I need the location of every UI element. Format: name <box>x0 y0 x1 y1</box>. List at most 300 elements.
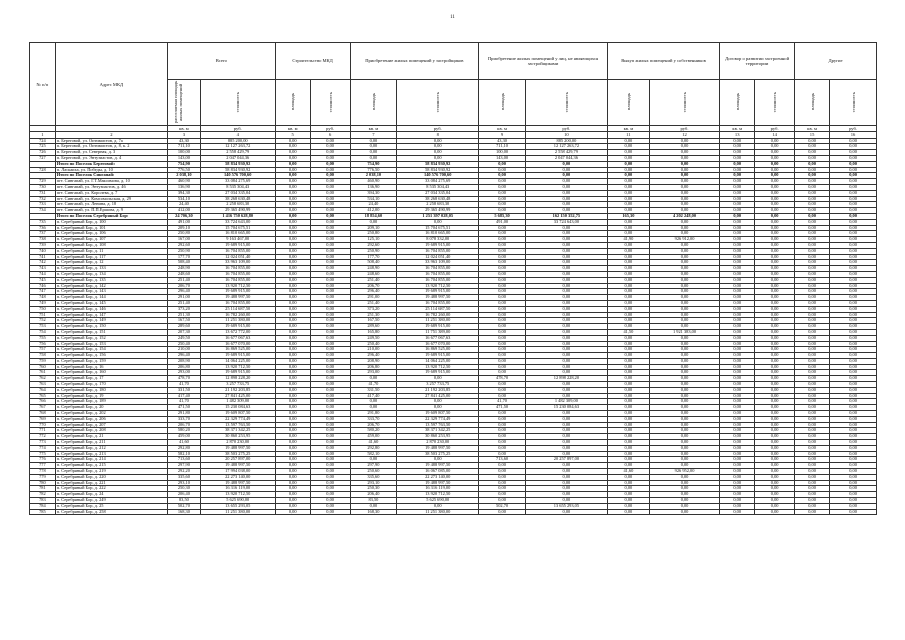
value-cell: 0,00 <box>607 324 649 330</box>
value-cell: 0,00 <box>525 202 607 208</box>
value-cell: 0,00 <box>607 364 649 370</box>
value-cell: 0,00 <box>479 289 526 295</box>
value-cell: 491,00 <box>168 219 201 225</box>
value-cell: 0,00 <box>275 474 310 480</box>
row-number: 746 <box>30 283 56 289</box>
value-cell: 0,00 <box>525 248 607 254</box>
value-cell: 19 689 915,00 <box>200 353 275 359</box>
value-cell: 0,00 <box>795 271 830 277</box>
value-cell: 16 704 855,00 <box>200 277 275 283</box>
value-cell: 0,00 <box>275 184 310 190</box>
value-cell: 0,00 <box>479 167 526 173</box>
address-cell: п. Серебряный Бор, д. 258 <box>55 509 167 515</box>
value-cell: 0,00 <box>310 335 350 341</box>
value-cell: 0,00 <box>720 341 755 347</box>
address-cell: п. Серебряный Бор, д. 212 <box>55 445 167 451</box>
value-cell: 0,00 <box>755 283 795 289</box>
value-cell: 0,00 <box>275 179 310 185</box>
column-number: 2 <box>55 132 167 138</box>
value-cell: 0,00 <box>649 219 719 225</box>
value-cell: 0,00 <box>607 422 649 428</box>
value-cell: 0,00 <box>310 248 350 254</box>
value-cell: 0,00 <box>607 353 649 359</box>
value-cell: 0,00 <box>755 208 795 214</box>
row-number: 778 <box>30 469 56 475</box>
value-cell: 0,00 <box>310 341 350 347</box>
address-cell: п. Серебряный Бор, д. 208 <box>55 428 167 434</box>
value-cell: 140 576 700,60 <box>200 173 275 179</box>
address-cell: п. Серебряный Бор, д. 160 <box>55 370 167 376</box>
value-cell: 0,00 <box>830 486 877 492</box>
value-cell: 0,00 <box>795 237 830 243</box>
value-cell: 0,00 <box>397 150 479 156</box>
value-cell: 13 920 712,50 <box>200 283 275 289</box>
value-cell: 0,00 <box>607 173 649 179</box>
value-cell: 0,00 <box>479 260 526 266</box>
value-cell: 0,00 <box>649 358 719 364</box>
value-cell: 0,00 <box>525 474 607 480</box>
value-cell: 0,00 <box>479 451 526 457</box>
value-cell: 394,30 <box>350 190 397 196</box>
value-cell: 0,00 <box>649 399 719 405</box>
value-cell: 19 689 915,00 <box>200 370 275 376</box>
value-cell: 16 869 525,00 <box>200 347 275 353</box>
unit-label: кв. м <box>350 126 397 132</box>
value-cell: 5 625 690,00 <box>200 498 275 504</box>
value-cell: 0,00 <box>830 440 877 446</box>
value-cell: 0,00 <box>795 480 830 486</box>
value-cell: 0,00 <box>607 382 649 388</box>
header-no: № п/п <box>30 43 56 126</box>
value-cell: 11 251 380,00 <box>397 509 479 515</box>
value-cell: 0,00 <box>479 411 526 417</box>
value-cell: 0,00 <box>275 440 310 446</box>
value-cell: 0,00 <box>795 167 830 173</box>
value-cell: 0,00 <box>525 411 607 417</box>
row-number: 728 <box>30 167 56 173</box>
value-cell: 0,00 <box>350 150 397 156</box>
value-cell: 0,00 <box>275 358 310 364</box>
address-cell: п. Серебряный Бор, д. 180 <box>55 387 167 393</box>
value-cell: 0,00 <box>720 179 755 185</box>
value-cell: 0,00 <box>755 237 795 243</box>
value-cell: 0,00 <box>525 393 607 399</box>
value-cell: 33 724 643,00 <box>525 219 607 225</box>
address-cell: п. Береговой, ул. Северная, д. 3 <box>55 150 167 156</box>
value-cell: 0,00 <box>275 312 310 318</box>
address-cell: п. Серебряный Бор, д. 101 <box>55 225 167 231</box>
value-cell: 0,00 <box>525 341 607 347</box>
value-cell: 0,00 <box>310 300 350 306</box>
value-cell: 291,00 <box>168 295 201 301</box>
value-cell: 0,00 <box>830 498 877 504</box>
value-cell: 206,70 <box>168 283 201 289</box>
value-cell: 0,00 <box>525 289 607 295</box>
value-cell: 0,00 <box>525 266 607 272</box>
value-cell: 0,00 <box>310 237 350 243</box>
value-cell: 0,00 <box>830 306 877 312</box>
value-cell: 333,70 <box>168 416 201 422</box>
value-cell: 0,00 <box>397 376 479 382</box>
address-cell: п. Серебряный Бор, д. 202 <box>55 411 167 417</box>
value-cell: 0,00 <box>649 428 719 434</box>
value-cell: 0,00 <box>795 300 830 306</box>
value-cell: 0,00 <box>649 190 719 196</box>
value-cell: 333,70 <box>350 416 397 422</box>
value-cell: 125,10 <box>350 237 397 243</box>
value-cell: 0,00 <box>830 341 877 347</box>
value-cell: 2 558 429,79 <box>200 150 275 156</box>
value-cell: 0,00 <box>720 474 755 480</box>
value-cell: 0,00 <box>479 370 526 376</box>
address-cell: п. Серебряный Бор, д. 134 <box>55 271 167 277</box>
value-cell: 0,00 <box>310 266 350 272</box>
value-cell: 8 535 304,43 <box>397 184 479 190</box>
value-cell: 0,00 <box>720 167 755 173</box>
value-cell: 33 084 275,69 <box>397 179 479 185</box>
value-cell: 16 704 855,00 <box>397 277 479 283</box>
value-cell: 15 704 675,51 <box>200 225 275 231</box>
value-cell: 580,20 <box>168 428 201 434</box>
value-cell: 0,00 <box>525 254 607 260</box>
value-cell: 0,00 <box>275 283 310 289</box>
row-number: 752 <box>30 318 56 324</box>
address-cell: п. Серебряный Бор, д. 24 <box>55 492 167 498</box>
value-cell: 0,00 <box>720 156 755 162</box>
value-cell: 0,00 <box>350 405 397 411</box>
value-cell: 292,60 <box>168 242 201 248</box>
value-cell: 0,00 <box>479 161 526 167</box>
value-cell: 140 576 700,60 <box>397 173 479 179</box>
value-cell: 335,60 <box>350 474 397 480</box>
address-cell: пгт. Сингапай, ул. Энтузиастов, д. 46 <box>55 184 167 190</box>
value-cell: 296,40 <box>350 353 397 359</box>
value-cell: 0,00 <box>275 266 310 272</box>
value-cell: 29 365 490,99 <box>397 208 479 214</box>
value-cell: 0,00 <box>479 237 526 243</box>
address-cell: п. Серебряный Бор, д. 149 <box>55 318 167 324</box>
value-cell: 885 200,00 <box>200 138 275 144</box>
value-cell: 0,00 <box>830 416 877 422</box>
value-cell: 41,70 <box>168 382 201 388</box>
value-cell: 0,00 <box>830 428 877 434</box>
value-cell: 0,00 <box>479 445 526 451</box>
value-cell: 478,70 <box>479 376 526 382</box>
value-cell: 0,00 <box>649 498 719 504</box>
value-cell: 0,00 <box>525 353 607 359</box>
value-cell: 206,70 <box>168 422 201 428</box>
value-cell: 58 834 930,92 <box>397 161 479 167</box>
value-cell: 0,00 <box>795 335 830 341</box>
value-cell: 13 920 712,50 <box>200 492 275 498</box>
value-cell: 0,00 <box>755 202 795 208</box>
value-cell: 0,00 <box>479 202 526 208</box>
value-cell: 0,00 <box>310 445 350 451</box>
value-cell: 0,00 <box>607 318 649 324</box>
subheader-cost: стоимость <box>525 80 607 126</box>
subheader-cost: стоимость <box>310 80 350 126</box>
value-cell: 33 724 643,00 <box>200 219 275 225</box>
value-cell: 0,00 <box>795 144 830 150</box>
value-cell: 0,00 <box>830 358 877 364</box>
value-cell: 417,40 <box>168 393 201 399</box>
value-cell: 0,00 <box>479 463 526 469</box>
value-cell: 0,00 <box>720 150 755 156</box>
address-cell: п. Серебряный Бор, д. 153 <box>55 341 167 347</box>
value-cell: 0,00 <box>525 184 607 190</box>
value-cell: 0,00 <box>830 387 877 393</box>
value-cell: 16 810 665,00 <box>397 231 479 237</box>
value-cell: 0,00 <box>479 242 526 248</box>
value-cell: 0,00 <box>830 405 877 411</box>
value-cell: 250,30 <box>168 486 201 492</box>
row-number: 773 <box>30 440 56 446</box>
value-cell: 0,00 <box>830 283 877 289</box>
address-cell: п. Серебряный Бор, д. 211 <box>55 440 167 446</box>
address-cell: п. Серебряный Бор, д. 142 <box>55 283 167 289</box>
value-cell: 0,00 <box>525 190 607 196</box>
value-cell: 0,00 <box>720 457 755 463</box>
value-cell: 14 064 225,00 <box>200 358 275 364</box>
address-cell: Итого по Поселок Береговой: <box>55 161 167 167</box>
value-cell: 20 257 897,00 <box>200 457 275 463</box>
value-cell: 0,00 <box>275 295 310 301</box>
value-cell: 0,00 <box>479 335 526 341</box>
value-cell: 0,00 <box>649 411 719 417</box>
value-cell: 0,00 <box>310 358 350 364</box>
value-cell: 0,00 <box>350 503 397 509</box>
value-cell: 0,00 <box>649 179 719 185</box>
value-cell: 0,00 <box>755 300 795 306</box>
value-cell: 0,00 <box>649 248 719 254</box>
address-cell: пгт. Сингапай, ул. Ленина, д. 18 <box>55 202 167 208</box>
value-cell: 167,00 <box>168 237 201 243</box>
value-cell: 0,00 <box>649 202 719 208</box>
value-cell: 0,00 <box>310 405 350 411</box>
value-cell: 0,00 <box>795 405 830 411</box>
address-cell: п. Серебряный Бор, д. 21 <box>55 434 167 440</box>
value-cell: 0,00 <box>755 509 795 515</box>
address-cell: п. Серебряный Бор, д. 146 <box>55 306 167 312</box>
value-cell: 502,70 <box>168 503 201 509</box>
value-cell: 2 047 044,36 <box>200 156 275 162</box>
value-cell: 5 625 690,00 <box>397 498 479 504</box>
value-cell: 754,90 <box>168 161 201 167</box>
value-cell: 41,70 <box>168 399 201 405</box>
value-cell: 58 834 930,92 <box>397 167 479 173</box>
address-cell: п. Серебряный Бор, д. 147 <box>55 312 167 318</box>
row-number: 764 <box>30 387 56 393</box>
value-cell: 16 782 260,00 <box>397 312 479 318</box>
address-cell: п. Серебряный Бор, д. 214 <box>55 457 167 463</box>
value-cell: 0,00 <box>275 387 310 393</box>
value-cell: 0,00 <box>275 300 310 306</box>
value-cell: 0,00 <box>720 451 755 457</box>
value-cell: 0,00 <box>649 144 719 150</box>
value-cell: 0,00 <box>525 295 607 301</box>
value-cell: 19 488 997,50 <box>200 480 275 486</box>
value-cell: 208,90 <box>350 358 397 364</box>
value-cell: 0,00 <box>795 225 830 231</box>
value-cell: 0,00 <box>795 387 830 393</box>
unit-label: кв. м <box>607 126 649 132</box>
value-cell: 19 689 915,00 <box>397 289 479 295</box>
value-cell: 0,00 <box>720 469 755 475</box>
value-cell: 0,00 <box>310 295 350 301</box>
unit-label: кв. м <box>168 126 201 132</box>
value-cell: 0,00 <box>525 335 607 341</box>
value-cell: 0,00 <box>720 213 755 219</box>
value-cell: 0,00 <box>607 347 649 353</box>
value-cell: 0,00 <box>795 231 830 237</box>
row-number: 758 <box>30 353 56 359</box>
value-cell: 38 371 342,25 <box>200 428 275 434</box>
header-address: Адрес МКД <box>55 43 167 126</box>
row-number: 751 <box>30 312 56 318</box>
value-cell: 0,00 <box>607 393 649 399</box>
value-cell: 0,00 <box>479 486 526 492</box>
value-cell: 16 869 525,00 <box>397 347 479 353</box>
value-cell: 0,00 <box>525 416 607 422</box>
value-cell: 0,00 <box>525 451 607 457</box>
value-cell: 0,00 <box>830 271 877 277</box>
value-cell: 16 704 855,00 <box>397 248 479 254</box>
value-cell: 22 329 774,49 <box>397 416 479 422</box>
value-cell: 0,00 <box>649 295 719 301</box>
value-cell: 0,00 <box>479 341 526 347</box>
resettlement-table <box>29 42 877 515</box>
value-cell: 0,00 <box>479 312 526 318</box>
value-cell: 0,00 <box>830 208 877 214</box>
value-cell: 297,90 <box>168 463 201 469</box>
value-cell: 58 834 930,92 <box>200 167 275 173</box>
value-cell: 0,00 <box>795 213 830 219</box>
value-cell: 15 230 084,63 <box>200 405 275 411</box>
value-cell: 20 257 897,00 <box>525 457 607 463</box>
value-cell: 208,90 <box>168 358 201 364</box>
value-cell: 0,00 <box>310 422 350 428</box>
value-cell: 0,00 <box>350 457 397 463</box>
value-cell: 0,00 <box>525 237 607 243</box>
value-cell: 0,00 <box>755 144 795 150</box>
value-cell: 0,00 <box>795 289 830 295</box>
value-cell: 30 860 253,95 <box>397 434 479 440</box>
value-cell: 373,20 <box>168 306 201 312</box>
value-cell: 0,00 <box>525 196 607 202</box>
header-total: Всего <box>168 43 276 80</box>
value-cell: 0,00 <box>720 382 755 388</box>
value-cell: 0,00 <box>397 138 479 144</box>
address-cell: п. Серебряный Бор, д. 154 <box>55 347 167 353</box>
value-cell: 0,00 <box>607 411 649 417</box>
value-cell: 0,00 <box>479 231 526 237</box>
row-number: 742 <box>30 260 56 266</box>
value-cell: 0,00 <box>275 399 310 405</box>
value-cell: 251,40 <box>168 300 201 306</box>
value-cell: 0,00 <box>310 399 350 405</box>
value-cell: 412,00 <box>350 208 397 214</box>
value-cell: 0,00 <box>755 347 795 353</box>
value-cell: 0,00 <box>275 138 310 144</box>
value-cell: 16 067 085,00 <box>397 469 479 475</box>
value-cell: 0,00 <box>755 469 795 475</box>
row-number: 732 <box>30 196 56 202</box>
address-cell: Итого по Поселок Сингапай: <box>55 173 167 179</box>
value-cell: 0,00 <box>795 422 830 428</box>
value-cell: 0,00 <box>649 474 719 480</box>
address-cell: пгт. Сингапай, ул. Королева, д. 7 <box>55 190 167 196</box>
value-cell: 0,00 <box>720 347 755 353</box>
value-cell: 0,00 <box>479 225 526 231</box>
row-number: 735 <box>30 219 56 225</box>
value-cell: 209,10 <box>350 225 397 231</box>
value-cell: 0,00 <box>479 283 526 289</box>
value-cell: 0,00 <box>275 480 310 486</box>
value-cell: 0,00 <box>310 231 350 237</box>
row-number: 763 <box>30 382 56 388</box>
value-cell: 0,00 <box>607 428 649 434</box>
subheader-area: площадь <box>607 80 649 126</box>
value-cell: 206,70 <box>350 422 397 428</box>
value-cell: 167,50 <box>350 318 397 324</box>
column-number: 8 <box>397 132 479 138</box>
value-cell: 0,00 <box>720 173 755 179</box>
value-cell: 168,30 <box>168 509 201 515</box>
value-cell: 0,00 <box>795 184 830 190</box>
value-cell: 0,00 <box>275 144 310 150</box>
value-cell: 0,00 <box>830 225 877 231</box>
value-cell: 0,00 <box>720 405 755 411</box>
value-cell: 0,00 <box>525 387 607 393</box>
value-cell: 22 273 140,00 <box>200 474 275 480</box>
value-cell: 0,00 <box>649 161 719 167</box>
value-cell: 0,00 <box>795 283 830 289</box>
value-cell: 291,80 <box>350 411 397 417</box>
value-cell: 18 854,60 <box>350 213 397 219</box>
value-cell: 0,00 <box>310 306 350 312</box>
value-cell: 0,00 <box>720 202 755 208</box>
value-cell: 19 689 915,00 <box>397 242 479 248</box>
value-cell: 0,00 <box>755 492 795 498</box>
value-cell: 16 704 855,00 <box>397 271 479 277</box>
value-cell: 0,00 <box>607 289 649 295</box>
value-cell: 0,00 <box>479 382 526 388</box>
unit-label: кв. м <box>479 126 526 132</box>
value-cell: 16 704 855,00 <box>200 300 275 306</box>
value-cell: 0,00 <box>275 289 310 295</box>
value-cell: 0,00 <box>607 202 649 208</box>
value-cell: 0,00 <box>607 167 649 173</box>
value-cell: 38 268 630,48 <box>397 196 479 202</box>
value-cell: 0,00 <box>525 347 607 353</box>
value-cell: 0,00 <box>525 422 607 428</box>
value-cell: 776,50 <box>168 167 201 173</box>
value-cell: 0,00 <box>649 387 719 393</box>
value-cell: 0,00 <box>310 184 350 190</box>
value-cell: 11 751 389,00 <box>397 329 479 335</box>
value-cell: 0,00 <box>607 179 649 185</box>
value-cell: 0,00 <box>310 179 350 185</box>
row-number: 741 <box>30 254 56 260</box>
value-cell: 0,00 <box>755 156 795 162</box>
value-cell: 0,00 <box>607 196 649 202</box>
value-cell: 12 024 051,40 <box>200 254 275 260</box>
value-cell: 0,00 <box>830 411 877 417</box>
value-cell: 1 482 309,00 <box>200 399 275 405</box>
value-cell: 0,00 <box>755 411 795 417</box>
value-cell: 0,00 <box>830 156 877 162</box>
value-cell: 0,00 <box>830 382 877 388</box>
